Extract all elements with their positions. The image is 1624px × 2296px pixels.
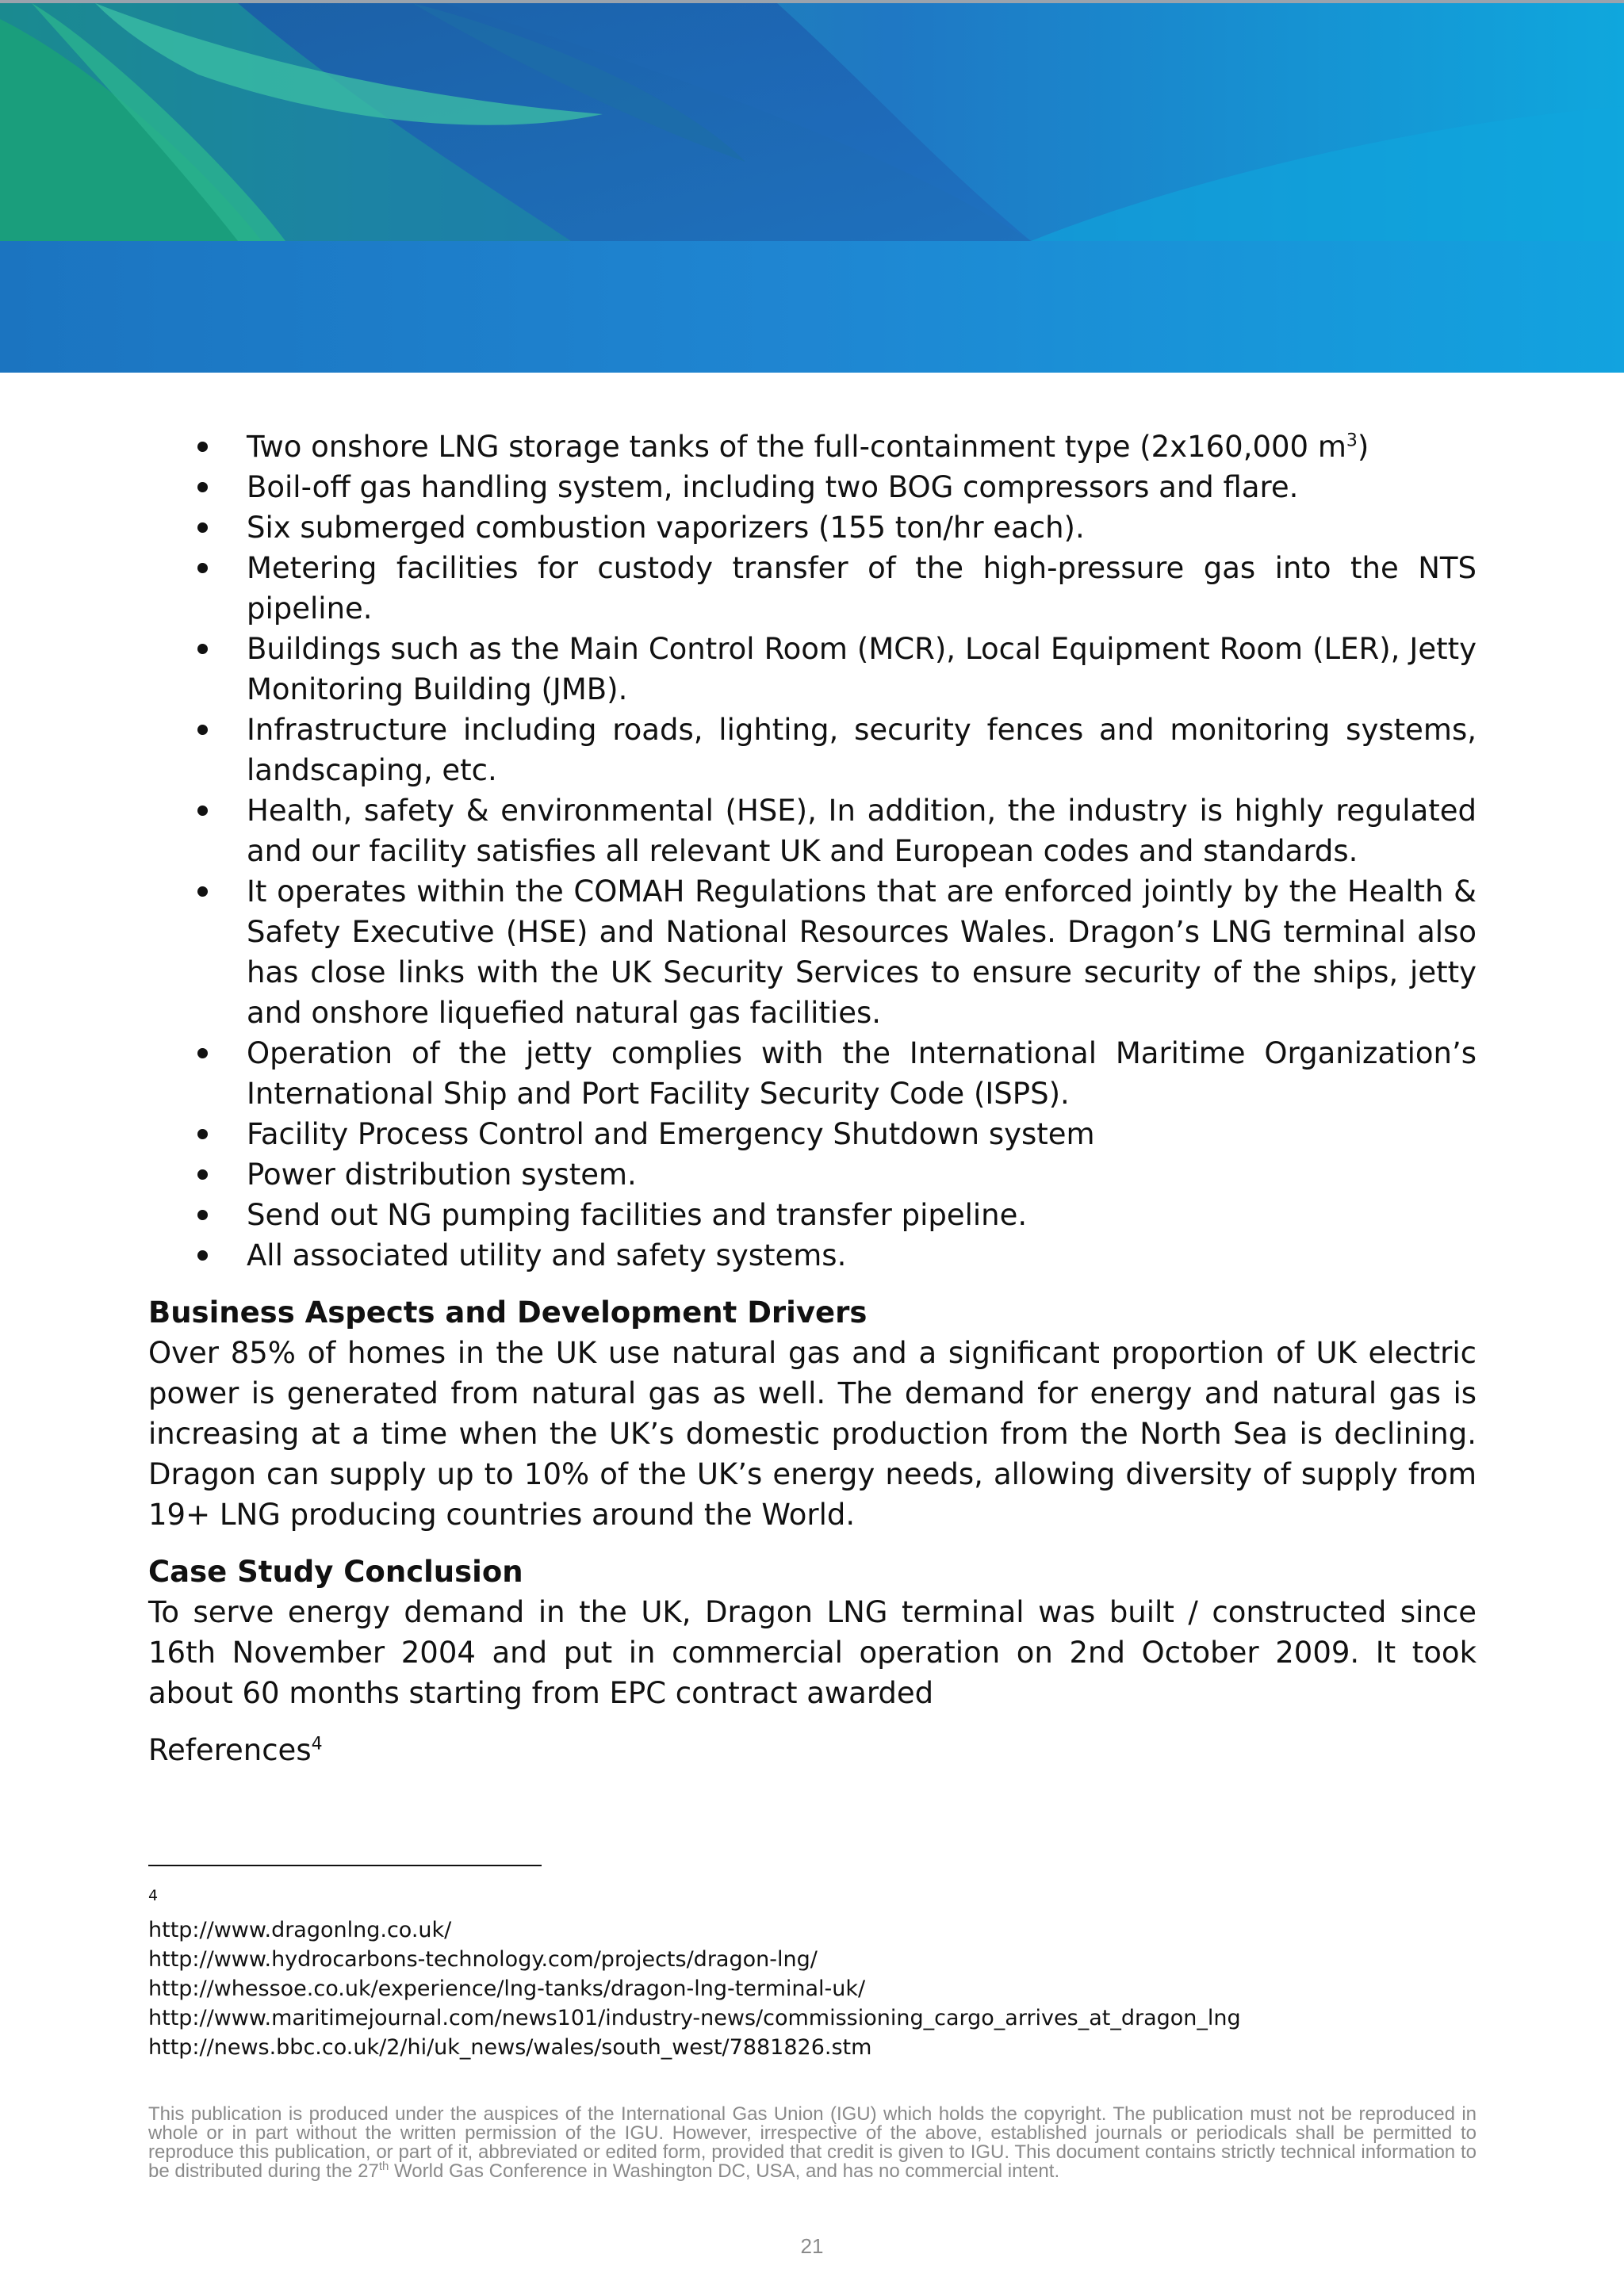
footnote-reference[interactable]: 4 (311, 1734, 323, 1755)
list-item: Power distribution system. (148, 1154, 1477, 1195)
copyright-notice: This publication is produced under the auspices of the International Gas Union (IGU) which holds the copyright. The publication must not be reproduced in whole or in part without the written permission of the IGU. However, irrespective of the above, established journals or periodicals shall be permitted to reproduce this publication, or part of it, abbreviated or edited form, provided that credit is given to IGU. This document contains strictly technical information to be distributed during the 27th World Gas Conference in Washington DC, USA, and has no commercial intent. (148, 2103, 1477, 2182)
footnote-number: 4 (148, 1887, 159, 1904)
list-item: It operates within the COMAH Regulations that are enforced jointly by the Health & Safety Executive (HSE) and National Resources Wales. Dragon’s LNG terminal also has close links with the UK Security Services to ensure security of the ships, jetty and onshore liquefied natural gas facilities. (148, 871, 1477, 1033)
conclusion-paragraph: To serve energy demand in the UK, Dragon LNG terminal was built / constructed since 16th November 2004 and put in commercial operation on 2nd October 2009. It took about 60 months starting from EPC contract awarded (148, 1595, 1477, 1710)
list-item: Send out NG pumping facilities and transfer pipeline. (148, 1195, 1477, 1235)
list-item: Infrastructure including roads, lighting, security fences and monitoring systems, landscaping, etc. (148, 710, 1477, 790)
banner-graphic (0, 3, 1624, 373)
header-banner (0, 0, 1624, 373)
list-item: Two onshore LNG storage tanks of the full-containment type (2x160,000 $m^3$) (148, 427, 1477, 467)
list-item: Operation of the jetty complies with the International Maritime Organization’s International Ship and Port Facility Security Code (ISPS). (148, 1033, 1477, 1114)
list-item: Metering facilities for custody transfer of the high-pressure gas into the NTS pipeline. (148, 548, 1477, 629)
business-heading: Business Aspects and Development Drivers (148, 1295, 868, 1330)
list-item: All associated utility and safety systems. (148, 1235, 1477, 1276)
footnote-link[interactable]: http://www.hydrocarbons-technology.com/projects/dragon-lng/ (148, 1947, 818, 1972)
footnote-link[interactable]: http://whessoe.co.uk/experience/lng-tanks/dragon-lng-terminal-uk/ (148, 1976, 866, 2001)
page-number: 21 (800, 2234, 824, 2258)
list-item: Buildings such as the Main Control Room (MCR), Local Equipment Room (LER), Jetty Monitoring Building (JMB). (148, 629, 1477, 710)
footnote-link[interactable]: http://news.bbc.co.uk/2/hi/uk_news/wales/south_west/7881826.stm (148, 2035, 872, 2060)
conclusion-heading: Case Study Conclusion (148, 1555, 523, 1589)
footnotes (148, 1885, 1477, 2062)
references-label: References$^4$ (148, 1733, 323, 1767)
list-item: Boil-off gas handling system, including two BOG compressors and flare. (148, 467, 1477, 507)
facility-list (148, 427, 1477, 1276)
footnote-link[interactable]: http://www.maritimejournal.com/news101/industry-news/commissioning_cargo_arrives_at_dragon_lng (148, 2006, 1241, 2030)
footnote-divider (148, 1865, 542, 1866)
footnote-link[interactable]: http://www.dragonlng.co.uk/ (148, 1918, 452, 1942)
list-item: Facility Process Control and Emergency Shutdown system (148, 1114, 1477, 1154)
list-item: Health, safety & environmental (HSE), In addition, the industry is highly regulated and our facility satisfies all relevant UK and European codes and standards. (148, 790, 1477, 871)
list-item: Six submerged combustion vaporizers (155 ton/hr each). (148, 507, 1477, 548)
business-paragraph: Over 85% of homes in the UK use natural gas and a significant proportion of UK electric power is generated from natural gas as well. The demand for energy and natural gas is increasing at a time when the UK’s domestic production from the North Sea is declining. Dragon can supply up to 10% of the UK’s energy needs, allowing diversity of supply from 19+ LNG producing countries around the World. (148, 1336, 1477, 1532)
document-body (148, 427, 1477, 1770)
